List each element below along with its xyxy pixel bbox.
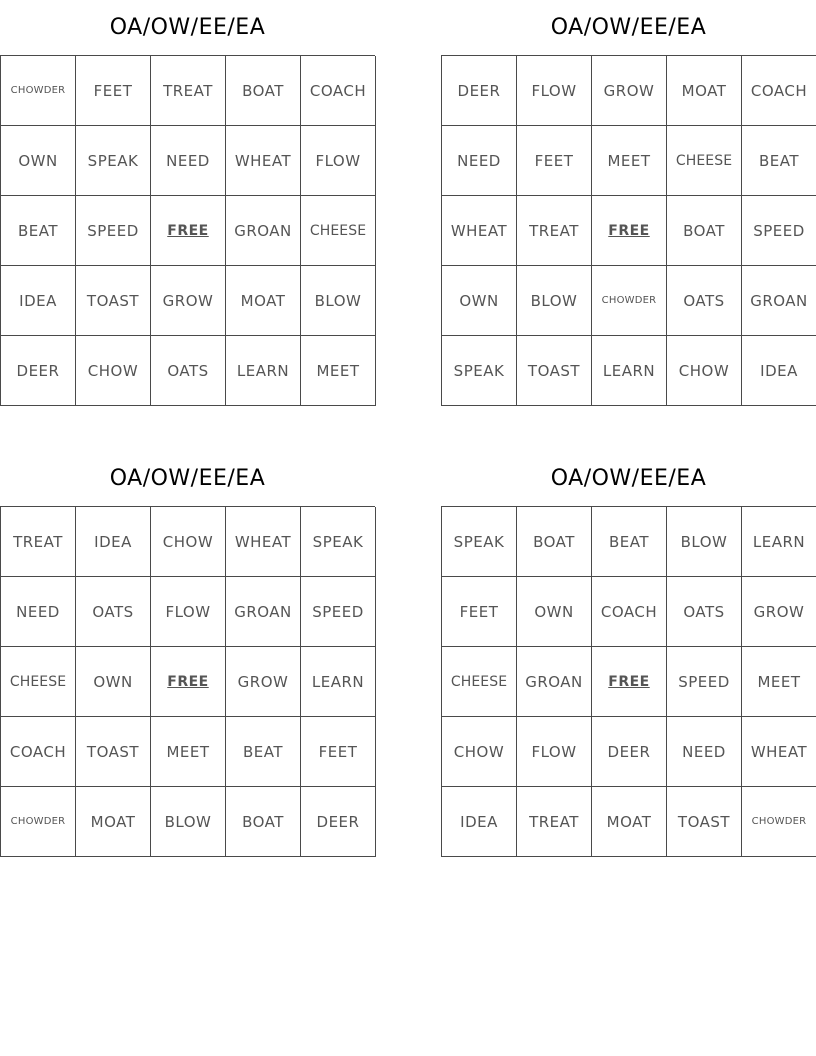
- bingo-grid: [441, 55, 816, 406]
- bingo-cell: COACH: [742, 56, 816, 126]
- bingo-cell: TOAST: [76, 717, 151, 787]
- bingo-cell: CHEESE: [442, 647, 517, 717]
- bingo-card-2: [441, 0, 816, 406]
- bingo-cell: FLOW: [301, 126, 376, 196]
- bingo-cell: CHEESE: [301, 196, 376, 266]
- bingo-cell: WHEAT: [226, 126, 301, 196]
- bingo-cell: BOAT: [667, 196, 742, 266]
- bingo-cell: NEED: [151, 126, 226, 196]
- bingo-cell: BEAT: [1, 196, 76, 266]
- bingo-cell: OATS: [667, 577, 742, 647]
- bingo-cell: TOAST: [517, 336, 592, 406]
- card-title: OA/OW/EE/EA: [109, 15, 266, 40]
- bingo-cell: CHOWDER: [742, 787, 816, 857]
- bingo-cell: IDEA: [1, 266, 76, 336]
- bingo-cell: MEET: [151, 717, 226, 787]
- bingo-cell: OATS: [76, 577, 151, 647]
- bingo-cell: CHOWDER: [592, 266, 667, 336]
- bingo-cell: BLOW: [151, 787, 226, 857]
- bingo-cell: GROAN: [226, 196, 301, 266]
- bingo-cell: TREAT: [151, 56, 226, 126]
- bingo-cell: OWN: [517, 577, 592, 647]
- bingo-cell: GROAN: [517, 647, 592, 717]
- bingo-cell: FEET: [517, 126, 592, 196]
- bingo-cell: MEET: [742, 647, 816, 717]
- bingo-cell: CHEESE: [667, 126, 742, 196]
- bingo-cell: NEED: [1, 577, 76, 647]
- bingo-grid: [0, 55, 375, 406]
- bingo-cell: BLOW: [301, 266, 376, 336]
- bingo-cell: OWN: [1, 126, 76, 196]
- bingo-cell: BOAT: [226, 56, 301, 126]
- bingo-cell: COACH: [592, 577, 667, 647]
- bingo-cell: IDEA: [442, 787, 517, 857]
- bingo-cell: CHOW: [667, 336, 742, 406]
- bingo-cell: SPEED: [76, 196, 151, 266]
- card-title: OA/OW/EE/EA: [550, 15, 707, 40]
- bingo-card-3: [0, 451, 375, 857]
- bingo-cell: CHOW: [442, 717, 517, 787]
- bingo-cell: GROW: [742, 577, 816, 647]
- bingo-cell: BEAT: [226, 717, 301, 787]
- bingo-cell: MEET: [592, 126, 667, 196]
- bingo-cell: GROAN: [742, 266, 816, 336]
- bingo-cell: WHEAT: [226, 507, 301, 577]
- card-title: OA/OW/EE/EA: [109, 466, 266, 491]
- bingo-cell: MOAT: [592, 787, 667, 857]
- bingo-cell: BLOW: [517, 266, 592, 336]
- bingo-cell: FLOW: [517, 717, 592, 787]
- bingo-cell: IDEA: [742, 336, 816, 406]
- bingo-cell: DEER: [301, 787, 376, 857]
- bingo-cell: CHOWDER: [1, 787, 76, 857]
- bingo-grid: [0, 506, 375, 857]
- bingo-cell: SPEAK: [442, 336, 517, 406]
- bingo-card-4: [441, 451, 816, 857]
- bingo-cell: LEARN: [592, 336, 667, 406]
- bingo-cell: NEED: [442, 126, 517, 196]
- bingo-cell: WHEAT: [742, 717, 816, 787]
- bingo-cell: SPEED: [301, 577, 376, 647]
- bingo-cell: OATS: [151, 336, 226, 406]
- bingo-cell: GROW: [151, 266, 226, 336]
- bingo-cell: MOAT: [667, 56, 742, 126]
- free-space-cell: FREE: [592, 196, 667, 266]
- bingo-cell: LEARN: [742, 507, 816, 577]
- bingo-cell: BLOW: [667, 507, 742, 577]
- bingo-cell: TREAT: [517, 196, 592, 266]
- bingo-cell: MOAT: [226, 266, 301, 336]
- bingo-cell: WHEAT: [442, 196, 517, 266]
- bingo-cell: DEER: [442, 56, 517, 126]
- bingo-cell: BEAT: [742, 126, 816, 196]
- bingo-cell: CHOW: [151, 507, 226, 577]
- free-space-cell: FREE: [151, 647, 226, 717]
- bingo-cell: LEARN: [226, 336, 301, 406]
- bingo-cell: SPEAK: [442, 507, 517, 577]
- bingo-cell: OATS: [667, 266, 742, 336]
- bingo-cell: SPEAK: [76, 126, 151, 196]
- bingo-cell: NEED: [667, 717, 742, 787]
- bingo-grid: [441, 506, 816, 857]
- bingo-cell: GROW: [226, 647, 301, 717]
- free-space-cell: FREE: [592, 647, 667, 717]
- free-space-cell: FREE: [151, 196, 226, 266]
- bingo-cell: BEAT: [592, 507, 667, 577]
- bingo-cell: COACH: [301, 56, 376, 126]
- bingo-cell: SPEAK: [301, 507, 376, 577]
- bingo-cell: COACH: [1, 717, 76, 787]
- bingo-cell: DEER: [592, 717, 667, 787]
- bingo-cell: MOAT: [76, 787, 151, 857]
- bingo-cell: TOAST: [667, 787, 742, 857]
- bingo-cell: TOAST: [76, 266, 151, 336]
- bingo-cell: LEARN: [301, 647, 376, 717]
- bingo-cell: OWN: [442, 266, 517, 336]
- bingo-cell: SPEED: [742, 196, 816, 266]
- bingo-cell: SPEED: [667, 647, 742, 717]
- bingo-cell: GROW: [592, 56, 667, 126]
- bingo-cell: TREAT: [1, 507, 76, 577]
- card-title: OA/OW/EE/EA: [550, 466, 707, 491]
- bingo-cell: BOAT: [517, 507, 592, 577]
- bingo-cell: FLOW: [517, 56, 592, 126]
- bingo-cell: FLOW: [151, 577, 226, 647]
- bingo-cell: CHOWDER: [1, 56, 76, 126]
- bingo-cell: TREAT: [517, 787, 592, 857]
- bingo-cell: FEET: [76, 56, 151, 126]
- bingo-cell: FEET: [442, 577, 517, 647]
- bingo-cell: GROAN: [226, 577, 301, 647]
- bingo-cell: CHEESE: [1, 647, 76, 717]
- bingo-cell: MEET: [301, 336, 376, 406]
- bingo-card-1: [0, 0, 375, 406]
- bingo-cell: DEER: [1, 336, 76, 406]
- bingo-cell: CHOW: [76, 336, 151, 406]
- bingo-cell: FEET: [301, 717, 376, 787]
- bingo-cell: OWN: [76, 647, 151, 717]
- bingo-cell: IDEA: [76, 507, 151, 577]
- bingo-cell: BOAT: [226, 787, 301, 857]
